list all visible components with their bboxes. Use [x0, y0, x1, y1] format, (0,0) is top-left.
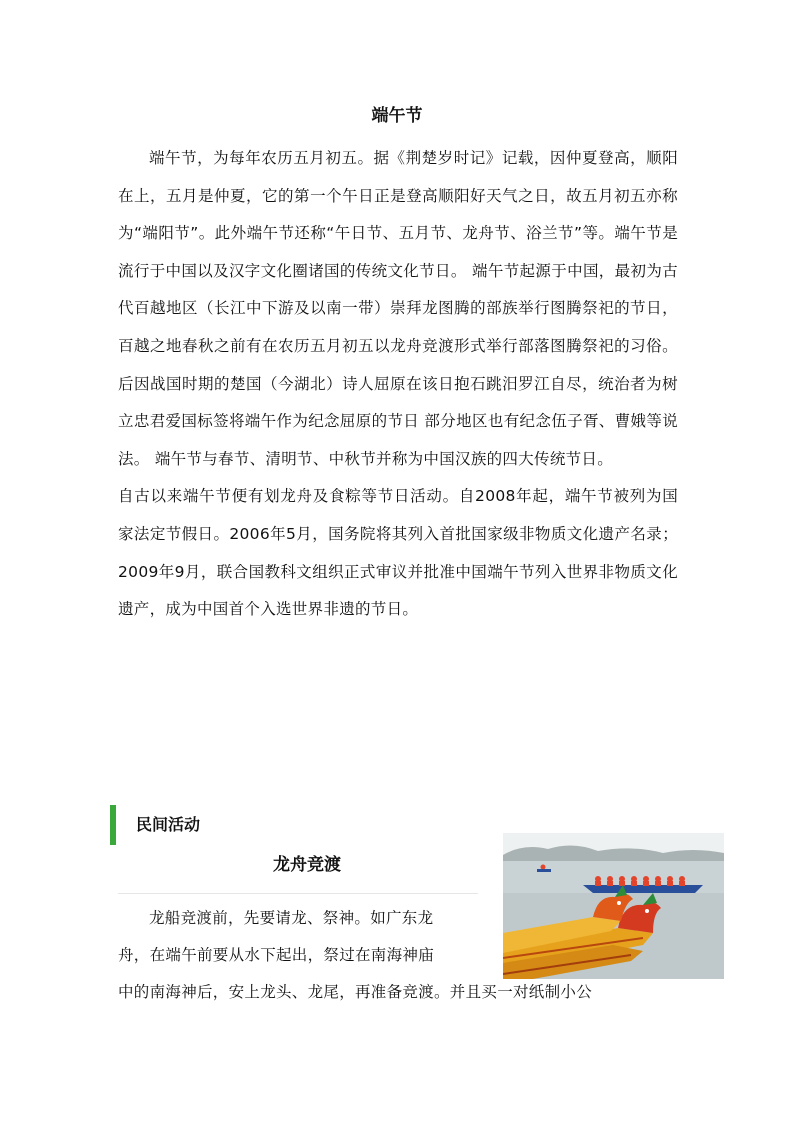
section-title: 民间活动 — [136, 815, 201, 834]
subsection-divider — [118, 893, 478, 894]
paragraph-dragon-boat — [118, 900, 678, 1011]
paragraph-line-1: 龙船竞渡前，先要请龙、祭神。如广东龙 — [149, 909, 434, 927]
paragraph-line-3: 中的南海神后，安上龙头、龙尾，再准备竞渡。并且买一对纸制小公 — [118, 983, 593, 1001]
section-heading — [110, 805, 410, 845]
subsection-title: 龙舟竞渡 — [273, 855, 341, 875]
body-text — [118, 140, 678, 629]
paragraph-heritage: 自古以来端午节便有划龙舟及食粽等节日活动。自2008年起，端午节被列为国家法定节假日。2006年5月，国务院将其列入首批国家级非物质文化遗产名录；2009年9月，联合国教科文组织正式审议并批准中国端午节列入世界非物质文化遗产，成为中国首个入选世界非遗的节日。 — [118, 487, 678, 619]
paragraph-origin: 端午节，为每年农历五月初五。据《荆楚岁时记》记载，因仲夏登高，顺阳在上，五月是仲夏，它的第一个午日正是登高顺阳好天气之日，故五月初五亦称为“端阳节”。此外端午节还称“午日节、五月节、龙舟节、浴兰节”等。端午节是流行于中国以及汉字文化圈诸国的传统文化节日。 端午节起源于中国，最初为古代百越地区（长江中下游及以南一带）崇拜龙图腾的部族举行图腾祭祀的节日，百越之地春秋之前有在农历五月初五以龙舟竞渡形式举行部落图腾祭祀的习俗。后因战国时期的楚国（今湖北）诗人屈原在该日抱石跳汨罗江自尽，统治者为树立忠君爱国标签将端午作为纪念屈原的节日 部分地区也有纪念伍子胥、曹娥等说法。 端午节与春节、清明节、中秋节并称为中国汉族的四大传统节日。 — [118, 149, 678, 468]
paragraph-line-2: 舟，在端午前要从水下起出，祭过在南海神庙 — [118, 946, 435, 964]
document-title: 端午节 — [371, 106, 423, 126]
section-bar — [110, 805, 116, 845]
